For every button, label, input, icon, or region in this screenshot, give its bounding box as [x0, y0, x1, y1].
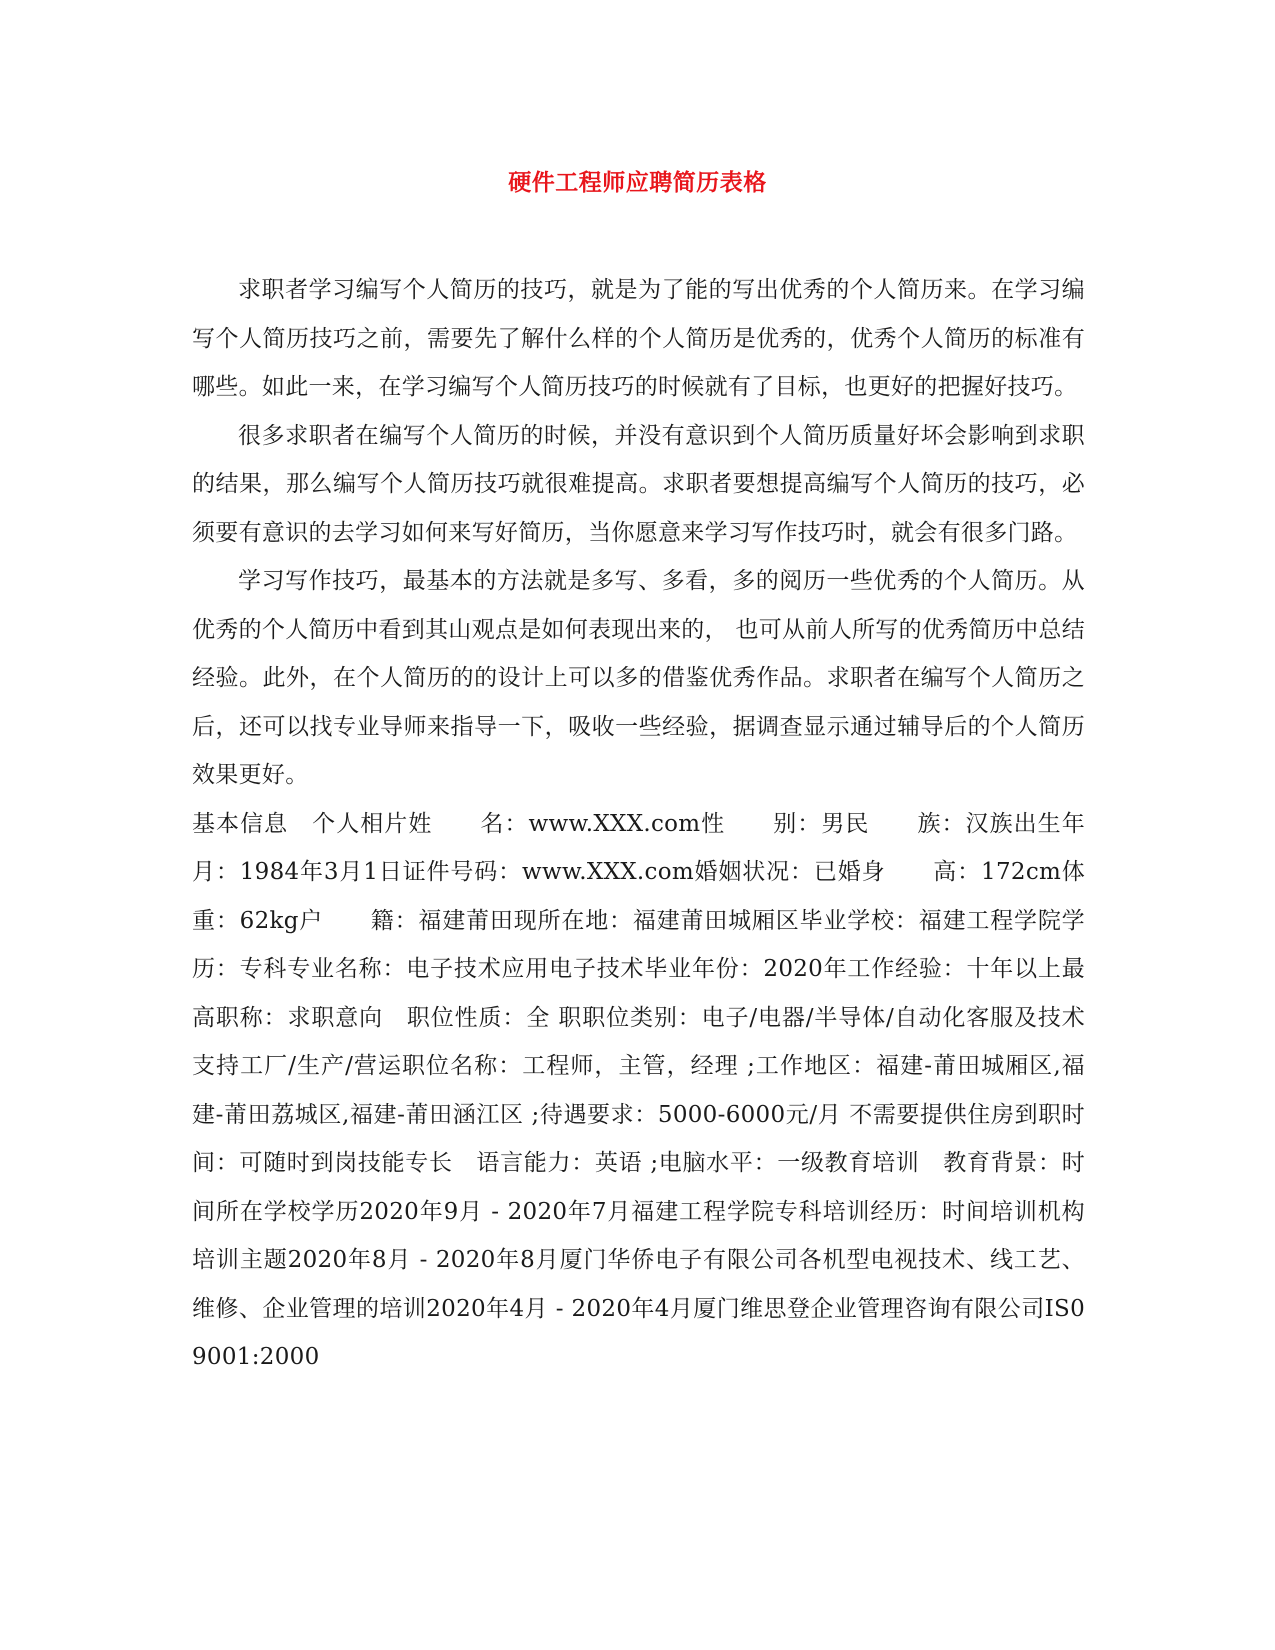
- document-title: 硬件工程师应聘简历表格: [508, 169, 767, 196]
- intro-paragraph-3: 学习写作技巧，最基本的方法就是多写、多看，多的阅历一些优秀的个人简历。从优秀的个人简历中看到其山观点是如何表现出来的， 也可从前人所写的优秀简历中总结经验。此外，在个人简历的的设计上可以多的借鉴优秀作品。求职者在编写个人简历之后，还可以找专业导师来指导一下，吸收一些经验，据调查显示通过辅导后的个人简历效果更好。: [192, 568, 1086, 788]
- document-body: [192, 266, 1132, 1382]
- resume-info-block: 基本信息 个人相片姓 名：www.XXX.com性 别：男民 族：汉族出生年月：1984年3月1日证件号码：www.XXX.com婚姻状况：已婚身 高：172cm体 重：62kg户 籍：福建莆田现所在地：福建莆田城厢区毕业学校：福建工程学院学 历：专科专业名称：电子技术应用电子技术毕业年份：2020年工作经验：十年以上最高职称：求职意向 职位性质：全 职职位类别：电子/电器/半导体/自动化客服及技术支持工厂/生产/营运职位名称：工程师，主管，经理 ;工作地区：福建-莆田城厢区,福建-莆田荔城区,福建-莆田涵江区 ;待遇要求：5000-6000元/月 不需要提供住房到职时间：可随时到岗技能专长 语言能力：英语 ;电脑水平：一级教育培训 教育背景：时间所在学校学历2020年9月 - 2020年7月福建工程学院专科培训经历：时间培训机构培训主题2020年8月 - 2020年8月厦门华侨电子有限公司各机型电视技术、线工艺、维修、企业管理的培训2020年4月 - 2020年4月厦门维思登企业管理咨询有限公司IS09001:2000: [192, 810, 1132, 1370]
- intro-paragraph-1: 求职者学习编写个人简历的技巧，就是为了能的写出优秀的个人简历来。在学习编写个人简历技巧之前，需要先了解什么样的个人简历是优秀的，优秀个人简历的标准有哪些。如此一来，在学习编写个人简历技巧的时候就有了目标，也更好的把握好技巧。: [192, 277, 1085, 400]
- intro-paragraph-2: 很多求职者在编写个人简历的时候，并没有意识到个人简历质量好坏会影响到求职的结果，那么编写个人简历技巧就很难提高。求职者要想提高编写个人简历的技巧，必须要有意识的去学习如何来写好简历，当你愿意来学习写作技巧时，就会有很多门路。: [192, 422, 1085, 546]
